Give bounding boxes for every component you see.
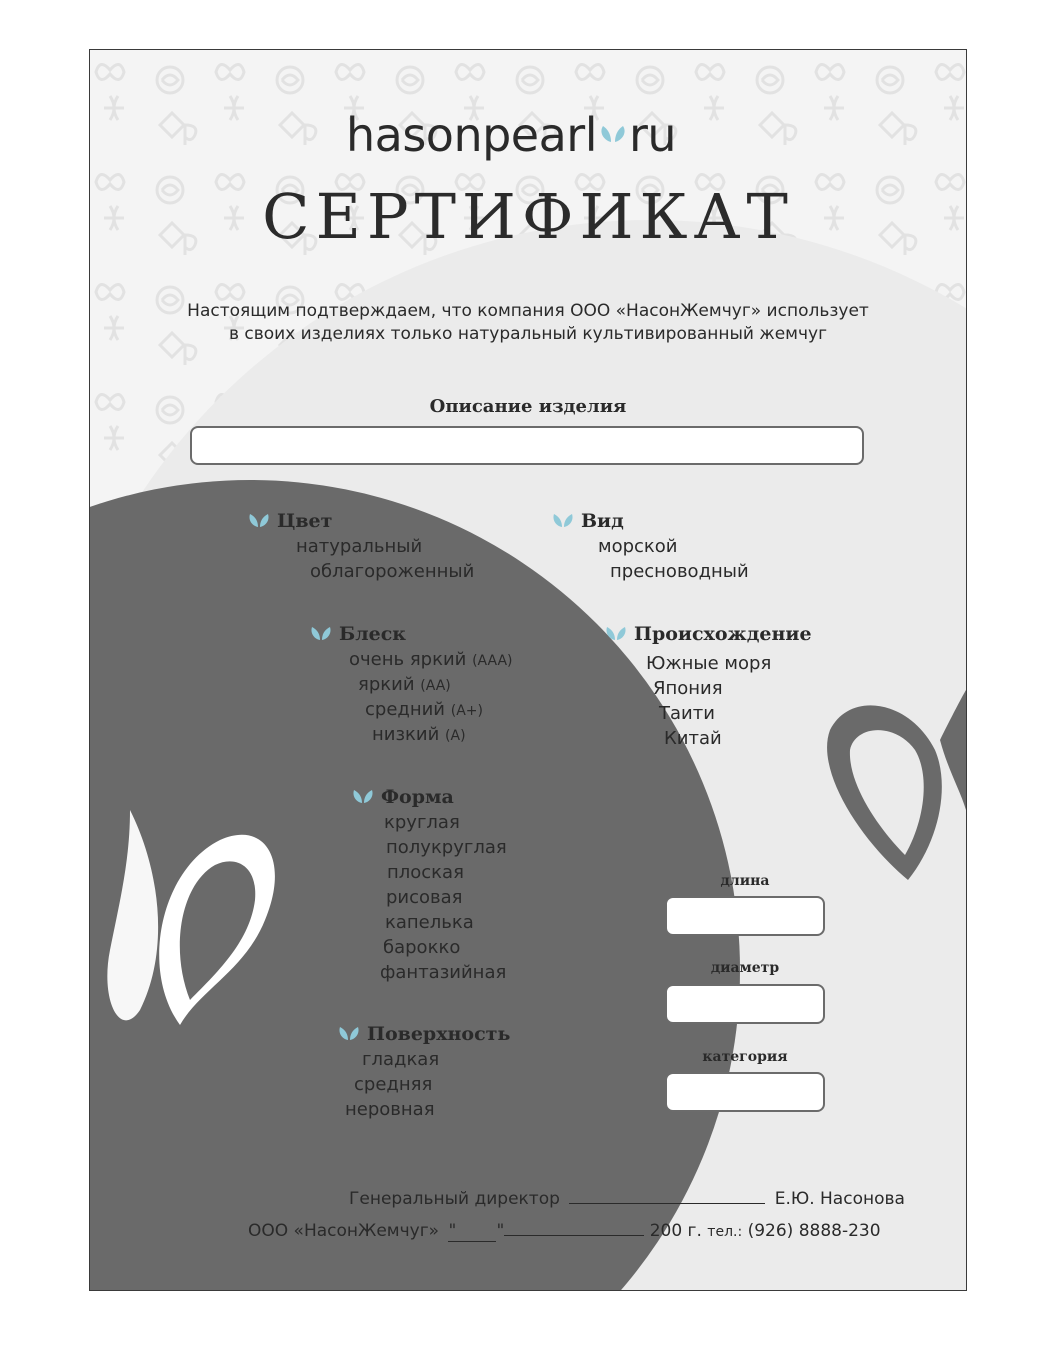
option-shape-rice: рисовая [386, 887, 463, 908]
option-origin-tahiti: Таити [659, 703, 715, 724]
director-signature-line [349, 1189, 905, 1209]
page-title: СЕРТИФИКАТ [262, 180, 794, 253]
option-luster-very-bright: очень яркий (AAA) [349, 649, 513, 670]
option-shape-fantasy: фантазийная [380, 962, 507, 983]
signature-line[interactable] [569, 1203, 765, 1204]
director-label: Генеральный директор [349, 1189, 560, 1209]
option-shape-semiround: полукруглая [386, 837, 507, 858]
option-origin-south-seas: Южные моря [646, 653, 772, 674]
section-heading-luster: Блеск [310, 623, 406, 645]
option-luster-bright: яркий (AA) [358, 674, 451, 695]
year-suffix: г. [687, 1221, 702, 1241]
option-surface-medium: средняя [354, 1074, 433, 1095]
option-color-enhanced: облагороженный [310, 561, 475, 582]
company-name: ООО «НасонЖемчуг» [248, 1221, 440, 1241]
option-luster-medium: средний (A+) [365, 699, 483, 720]
butterfly-icon [599, 122, 627, 148]
option-shape-flat: плоская [387, 862, 464, 883]
section-heading-shape: Форма [352, 786, 454, 808]
option-surface-uneven: неровная [345, 1099, 435, 1120]
intro-line-2: в своих изделиях только натуральный культивированный жемчуг [228, 324, 828, 344]
length-label: длина [720, 873, 770, 889]
description-label: Описание изделия [429, 396, 627, 417]
intro-text [90, 300, 966, 346]
section-heading-color: Цвет [248, 510, 332, 532]
option-shape-drop: капелька [385, 912, 474, 933]
option-origin-china: Китай [664, 728, 722, 749]
butterfly-icon [338, 1025, 360, 1043]
logo-text-main: hasonpearl [346, 108, 597, 162]
diameter-label: диаметр [710, 960, 780, 976]
option-surface-smooth: гладкая [362, 1049, 440, 1070]
category-label: категория [702, 1049, 788, 1065]
option-color-natural: натуральный [296, 536, 423, 557]
section-heading-surface: Поверхность [338, 1023, 510, 1045]
option-origin-japan: Япония [653, 678, 723, 699]
date-day-line[interactable]: " [448, 1221, 496, 1242]
phone-label: тел.: [707, 1224, 743, 1240]
diameter-field[interactable] [665, 984, 825, 1024]
section-heading-type: Вид [552, 510, 624, 532]
company-date-line: ООО «НасонЖемчуг» " " 200 г. тел.: (926) 8888-230 [248, 1221, 881, 1241]
length-field[interactable] [665, 896, 825, 936]
date-month-line[interactable] [504, 1235, 644, 1236]
option-shape-round: круглая [384, 812, 460, 833]
option-luster-low: низкий (A) [372, 724, 466, 745]
phone-number: (926) 8888-230 [747, 1221, 881, 1241]
category-field[interactable] [665, 1072, 825, 1112]
butterfly-icon [605, 625, 627, 643]
intro-line-1: Настоящим подтверждаем, что компания ООО «НасонЖемчуг» использует [187, 301, 869, 321]
option-type-sea: морской [598, 536, 678, 557]
butterfly-icon [248, 512, 270, 530]
butterfly-icon [552, 512, 574, 530]
butterfly-icon [352, 788, 374, 806]
year-text: 200 [649, 1221, 683, 1241]
section-heading-origin: Происхождение [605, 623, 812, 645]
butterfly-icon [310, 625, 332, 643]
company-logo [346, 100, 676, 170]
description-field[interactable] [190, 426, 864, 465]
certificate [89, 49, 967, 1291]
director-name: Е.Ю. Насонова [774, 1189, 905, 1209]
option-shape-baroque: барокко [383, 937, 461, 958]
option-type-freshwater: пресноводный [610, 561, 749, 582]
logo-text-domain: ru [629, 108, 677, 162]
